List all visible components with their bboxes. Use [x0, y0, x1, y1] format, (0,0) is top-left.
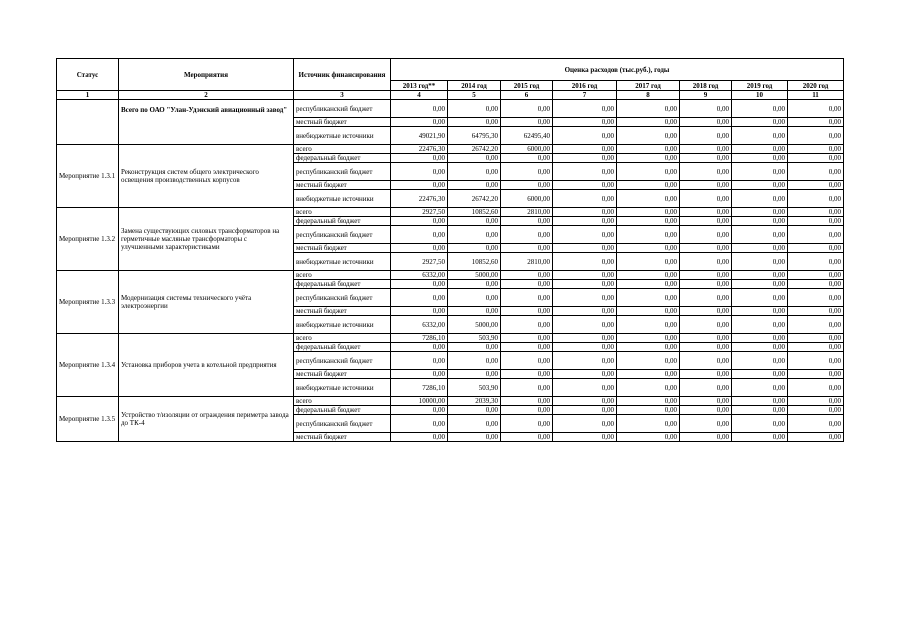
amount-cell: 0,00	[680, 118, 732, 127]
amount-cell: 0,00	[617, 397, 680, 406]
measure-name: Модернизация системы технического учёта электроэнергии	[119, 271, 294, 334]
amount-cell: 0,00	[680, 316, 732, 334]
amount-cell: 0,00	[680, 127, 732, 145]
amount-cell: 0,00	[448, 217, 501, 226]
amount-cell: 7286,10	[391, 379, 448, 397]
amount-cell: 0,00	[732, 334, 788, 343]
amount-cell: 0,00	[680, 190, 732, 208]
amount-cell: 0,00	[732, 100, 788, 118]
measure-status: Мероприятие 1.3.2	[57, 208, 119, 271]
amount-cell: 0,00	[553, 145, 617, 154]
amount-cell: 0,00	[788, 181, 844, 190]
amount-cell: 0,00	[732, 379, 788, 397]
funding-source: внебюджетные источники	[294, 379, 391, 397]
amount-cell: 0,00	[680, 307, 732, 316]
column-number: 7	[553, 91, 617, 100]
amount-cell: 0,00	[617, 127, 680, 145]
amount-cell: 0,00	[501, 433, 553, 442]
amount-cell: 0,00	[732, 118, 788, 127]
column-number: 6	[501, 91, 553, 100]
amount-cell: 0,00	[732, 271, 788, 280]
amount-cell: 0,00	[391, 352, 448, 370]
amount-cell: 0,00	[553, 271, 617, 280]
header-row	[57, 59, 844, 81]
measure-name: Установка приборов учета в котельной предприятия	[119, 334, 294, 397]
measure-status: Мероприятие 1.3.1	[57, 145, 119, 208]
column-numbers-row	[57, 91, 844, 100]
amount-cell: 0,00	[501, 352, 553, 370]
funding-source: внебюджетные источники	[294, 253, 391, 271]
amount-cell: 0,00	[680, 343, 732, 352]
amount-cell: 22476,30	[391, 190, 448, 208]
amount-cell: 0,00	[553, 343, 617, 352]
year-header: 2017 год	[617, 81, 680, 91]
funding-source: местный бюджет	[294, 181, 391, 190]
amount-cell: 0,00	[617, 118, 680, 127]
amount-cell: 0,00	[501, 100, 553, 118]
column-number: 9	[680, 91, 732, 100]
amount-cell: 0,00	[732, 127, 788, 145]
amount-cell: 0,00	[732, 217, 788, 226]
amount-cell: 10000,00	[391, 397, 448, 406]
column-number: 8	[617, 91, 680, 100]
measure-status	[57, 100, 119, 145]
amount-cell: 0,00	[788, 244, 844, 253]
measure-status: Мероприятие 1.3.4	[57, 334, 119, 397]
amount-cell: 0,00	[788, 118, 844, 127]
amount-cell: 0,00	[391, 406, 448, 415]
funding-source: республиканский бюджет	[294, 415, 391, 433]
amount-cell: 0,00	[448, 163, 501, 181]
funding-source: федеральный бюджет	[294, 280, 391, 289]
measure-status: Мероприятие 1.3.5	[57, 397, 119, 442]
amount-cell: 2927,50	[391, 208, 448, 217]
amount-cell: 0,00	[617, 334, 680, 343]
funding-source: республиканский бюджет	[294, 352, 391, 370]
amount-cell: 0,00	[617, 415, 680, 433]
amount-cell: 0,00	[448, 370, 501, 379]
amount-cell: 0,00	[553, 208, 617, 217]
table-row	[57, 271, 844, 280]
amount-cell: 0,00	[788, 379, 844, 397]
amount-cell: 0,00	[501, 397, 553, 406]
amount-cell: 0,00	[732, 181, 788, 190]
funding-source: местный бюджет	[294, 307, 391, 316]
amount-cell: 5000,00	[448, 316, 501, 334]
amount-cell: 6000,00	[501, 190, 553, 208]
amount-cell: 0,00	[391, 415, 448, 433]
amount-cell: 6332,00	[391, 316, 448, 334]
amount-cell: 0,00	[391, 100, 448, 118]
amount-cell: 0,00	[448, 100, 501, 118]
amount-cell: 0,00	[788, 415, 844, 433]
amount-cell: 0,00	[391, 154, 448, 163]
amount-cell: 0,00	[391, 370, 448, 379]
amount-cell: 0,00	[617, 217, 680, 226]
funding-source: местный бюджет	[294, 118, 391, 127]
amount-cell: 0,00	[553, 334, 617, 343]
amount-cell: 0,00	[553, 289, 617, 307]
table-row	[57, 208, 844, 217]
amount-cell: 0,00	[617, 406, 680, 415]
amount-cell: 0,00	[501, 370, 553, 379]
amount-cell: 0,00	[617, 208, 680, 217]
amount-cell: 0,00	[680, 253, 732, 271]
amount-cell: 0,00	[553, 280, 617, 289]
amount-cell: 0,00	[553, 127, 617, 145]
amount-cell: 0,00	[391, 433, 448, 442]
amount-cell: 0,00	[788, 352, 844, 370]
amount-cell: 0,00	[553, 181, 617, 190]
amount-cell: 0,00	[501, 271, 553, 280]
amount-cell: 0,00	[391, 217, 448, 226]
amount-cell: 0,00	[732, 370, 788, 379]
amount-cell: 0,00	[501, 289, 553, 307]
amount-cell: 0,00	[553, 217, 617, 226]
funding-source: внебюджетные источники	[294, 316, 391, 334]
amount-cell: 0,00	[553, 118, 617, 127]
amount-cell: 0,00	[788, 208, 844, 217]
measure-name: Устройство т/изоляции от ограждения периметра завода до ТК-4	[119, 397, 294, 442]
amount-cell: 6000,00	[501, 145, 553, 154]
amount-cell: 0,00	[680, 181, 732, 190]
amount-cell: 0,00	[680, 217, 732, 226]
amount-cell: 0,00	[617, 226, 680, 244]
amount-cell: 0,00	[501, 226, 553, 244]
amount-cell: 0,00	[391, 163, 448, 181]
amount-cell: 0,00	[617, 163, 680, 181]
expenditure-table	[56, 58, 844, 442]
funding-source: республиканский бюджет	[294, 100, 391, 118]
amount-cell: 0,00	[448, 307, 501, 316]
amount-cell: 0,00	[448, 289, 501, 307]
amount-cell: 0,00	[501, 181, 553, 190]
amount-cell: 0,00	[448, 118, 501, 127]
amount-cell: 0,00	[732, 316, 788, 334]
amount-cell: 0,00	[788, 433, 844, 442]
amount-cell: 0,00	[788, 226, 844, 244]
amount-cell: 0,00	[680, 370, 732, 379]
column-number: 3	[294, 91, 391, 100]
amount-cell: 0,00	[391, 181, 448, 190]
amount-cell: 0,00	[553, 253, 617, 271]
funding-source: всего	[294, 145, 391, 154]
amount-cell: 0,00	[617, 145, 680, 154]
amount-cell: 503,90	[448, 334, 501, 343]
funding-source: всего	[294, 208, 391, 217]
amount-cell: 0,00	[617, 289, 680, 307]
amount-cell: 0,00	[788, 280, 844, 289]
amount-cell: 0,00	[391, 280, 448, 289]
funding-source: всего	[294, 271, 391, 280]
header-estimate: Оценка расходов (тыс.руб.), годы	[391, 59, 844, 81]
amount-cell: 0,00	[391, 244, 448, 253]
funding-source: местный бюджет	[294, 370, 391, 379]
amount-cell: 0,00	[448, 433, 501, 442]
amount-cell: 26742,20	[448, 145, 501, 154]
amount-cell: 0,00	[732, 289, 788, 307]
amount-cell: 0,00	[617, 244, 680, 253]
amount-cell: 0,00	[391, 307, 448, 316]
amount-cell: 0,00	[501, 217, 553, 226]
amount-cell: 0,00	[788, 154, 844, 163]
funding-source: всего	[294, 334, 391, 343]
amount-cell: 0,00	[553, 154, 617, 163]
amount-cell: 5000,00	[448, 271, 501, 280]
amount-cell: 0,00	[732, 244, 788, 253]
amount-cell: 0,00	[501, 343, 553, 352]
amount-cell: 10852,60	[448, 253, 501, 271]
amount-cell: 0,00	[617, 100, 680, 118]
amount-cell: 2810,00	[501, 253, 553, 271]
amount-cell: 0,00	[553, 244, 617, 253]
year-header: 2015 год	[501, 81, 553, 91]
amount-cell: 0,00	[788, 289, 844, 307]
amount-cell: 62495,40	[501, 127, 553, 145]
amount-cell: 0,00	[732, 208, 788, 217]
amount-cell: 0,00	[448, 343, 501, 352]
amount-cell: 0,00	[732, 145, 788, 154]
amount-cell: 0,00	[501, 244, 553, 253]
funding-source: внебюджетные источники	[294, 190, 391, 208]
funding-source: внебюджетные источники	[294, 127, 391, 145]
amount-cell: 0,00	[553, 370, 617, 379]
amount-cell: 0,00	[788, 217, 844, 226]
amount-cell: 0,00	[732, 343, 788, 352]
amount-cell: 0,00	[501, 163, 553, 181]
amount-cell: 0,00	[617, 181, 680, 190]
amount-cell: 0,00	[732, 352, 788, 370]
amount-cell: 0,00	[617, 307, 680, 316]
amount-cell: 0,00	[501, 118, 553, 127]
funding-source: республиканский бюджет	[294, 226, 391, 244]
amount-cell: 0,00	[788, 316, 844, 334]
amount-cell: 0,00	[391, 118, 448, 127]
amount-cell: 0,00	[732, 307, 788, 316]
funding-source: федеральный бюджет	[294, 154, 391, 163]
amount-cell: 0,00	[732, 280, 788, 289]
amount-cell: 0,00	[680, 379, 732, 397]
amount-cell: 64795,30	[448, 127, 501, 145]
amount-cell: 0,00	[553, 352, 617, 370]
amount-cell: 0,00	[732, 163, 788, 181]
amount-cell: 0,00	[501, 280, 553, 289]
amount-cell: 0,00	[391, 289, 448, 307]
amount-cell: 0,00	[788, 370, 844, 379]
column-number: 11	[788, 91, 844, 100]
measure-name: Реконструкция систем общего электрического освещения производственных корпусов	[119, 145, 294, 208]
amount-cell: 0,00	[448, 415, 501, 433]
amount-cell: 503,90	[448, 379, 501, 397]
amount-cell: 0,00	[553, 406, 617, 415]
amount-cell: 0,00	[788, 271, 844, 280]
amount-cell: 0,00	[553, 226, 617, 244]
amount-cell: 0,00	[680, 163, 732, 181]
amount-cell: 0,00	[617, 316, 680, 334]
amount-cell: 0,00	[448, 154, 501, 163]
header-measure: Мероприятия	[119, 59, 294, 91]
amount-cell: 10852,60	[448, 208, 501, 217]
amount-cell: 0,00	[788, 100, 844, 118]
amount-cell: 0,00	[680, 100, 732, 118]
amount-cell: 0,00	[391, 343, 448, 352]
amount-cell: 0,00	[501, 154, 553, 163]
amount-cell: 0,00	[553, 397, 617, 406]
amount-cell: 0,00	[553, 307, 617, 316]
header-status: Статус	[57, 59, 119, 91]
amount-cell: 0,00	[788, 397, 844, 406]
column-number: 1	[57, 91, 119, 100]
amount-cell: 0,00	[680, 397, 732, 406]
amount-cell: 2927,50	[391, 253, 448, 271]
amount-cell: 0,00	[788, 127, 844, 145]
column-number: 4	[391, 91, 448, 100]
amount-cell: 0,00	[680, 271, 732, 280]
amount-cell: 0,00	[448, 244, 501, 253]
amount-cell: 0,00	[732, 433, 788, 442]
measure-name: Замена существующих силовых трансформаторов на герметичные масляные трансформаторы с улучшенными характеристиками	[119, 208, 294, 271]
amount-cell: 0,00	[732, 226, 788, 244]
amount-cell: 0,00	[448, 352, 501, 370]
amount-cell: 0,00	[617, 433, 680, 442]
year-header: 2019 год	[732, 81, 788, 91]
amount-cell: 0,00	[680, 289, 732, 307]
amount-cell: 0,00	[788, 343, 844, 352]
amount-cell: 0,00	[680, 226, 732, 244]
table-row	[57, 397, 844, 406]
amount-cell: 0,00	[680, 433, 732, 442]
amount-cell: 0,00	[617, 343, 680, 352]
year-header: 2013 год**	[391, 81, 448, 91]
amount-cell: 0,00	[448, 280, 501, 289]
amount-cell: 49021,90	[391, 127, 448, 145]
funding-source: местный бюджет	[294, 433, 391, 442]
table-row	[57, 334, 844, 343]
amount-cell: 0,00	[788, 406, 844, 415]
amount-cell: 0,00	[501, 406, 553, 415]
year-header: 2020 год	[788, 81, 844, 91]
amount-cell: 0,00	[617, 379, 680, 397]
funding-source: всего	[294, 397, 391, 406]
amount-cell: 0,00	[680, 154, 732, 163]
amount-cell: 0,00	[617, 370, 680, 379]
amount-cell: 0,00	[617, 271, 680, 280]
amount-cell: 0,00	[501, 307, 553, 316]
table-row	[57, 100, 844, 118]
amount-cell: 0,00	[680, 244, 732, 253]
amount-cell: 0,00	[732, 397, 788, 406]
amount-cell: 0,00	[788, 145, 844, 154]
funding-source: местный бюджет	[294, 244, 391, 253]
amount-cell: 0,00	[680, 145, 732, 154]
amount-cell: 0,00	[788, 253, 844, 271]
amount-cell: 0,00	[732, 190, 788, 208]
amount-cell: 0,00	[680, 208, 732, 217]
year-header: 2016 год	[553, 81, 617, 91]
amount-cell: 0,00	[617, 280, 680, 289]
amount-cell: 0,00	[553, 163, 617, 181]
amount-cell: 0,00	[553, 100, 617, 118]
amount-cell: 0,00	[680, 406, 732, 415]
funding-source: федеральный бюджет	[294, 406, 391, 415]
amount-cell: 0,00	[448, 181, 501, 190]
amount-cell: 0,00	[501, 415, 553, 433]
amount-cell: 0,00	[788, 307, 844, 316]
amount-cell: 0,00	[617, 190, 680, 208]
measure-status: Мероприятие 1.3.3	[57, 271, 119, 334]
amount-cell: 2810,00	[501, 208, 553, 217]
table-row	[57, 145, 844, 154]
amount-cell: 0,00	[732, 253, 788, 271]
amount-cell: 0,00	[553, 415, 617, 433]
amount-cell: 0,00	[617, 352, 680, 370]
amount-cell: 0,00	[501, 334, 553, 343]
amount-cell: 0,00	[732, 154, 788, 163]
column-number: 2	[119, 91, 294, 100]
amount-cell: 0,00	[617, 154, 680, 163]
amount-cell: 0,00	[680, 280, 732, 289]
amount-cell: 0,00	[501, 379, 553, 397]
funding-source: федеральный бюджет	[294, 217, 391, 226]
funding-source: республиканский бюджет	[294, 289, 391, 307]
amount-cell: 0,00	[501, 316, 553, 334]
year-header: 2014 год	[448, 81, 501, 91]
amount-cell: 0,00	[680, 352, 732, 370]
amount-cell: 0,00	[553, 316, 617, 334]
year-header: 2018 год	[680, 81, 732, 91]
amount-cell: 7286,10	[391, 334, 448, 343]
amount-cell: 0,00	[788, 190, 844, 208]
amount-cell: 0,00	[788, 334, 844, 343]
amount-cell: 0,00	[617, 253, 680, 271]
amount-cell: 22476,30	[391, 145, 448, 154]
amount-cell: 2039,30	[448, 397, 501, 406]
header-source: Источник финансирования	[294, 59, 391, 91]
amount-cell: 0,00	[448, 226, 501, 244]
amount-cell: 0,00	[553, 433, 617, 442]
amount-cell: 0,00	[448, 406, 501, 415]
amount-cell: 0,00	[732, 415, 788, 433]
amount-cell: 26742,20	[448, 190, 501, 208]
funding-source: федеральный бюджет	[294, 343, 391, 352]
amount-cell: 0,00	[680, 415, 732, 433]
amount-cell: 0,00	[732, 406, 788, 415]
amount-cell: 6332,00	[391, 271, 448, 280]
column-number: 10	[732, 91, 788, 100]
amount-cell: 0,00	[788, 163, 844, 181]
funding-source: республиканский бюджет	[294, 163, 391, 181]
amount-cell: 0,00	[553, 190, 617, 208]
measure-name: Всего по ОАО "Улан-Удэнский авиационный завод"	[119, 100, 294, 145]
amount-cell: 0,00	[553, 379, 617, 397]
column-number: 5	[448, 91, 501, 100]
amount-cell: 0,00	[391, 226, 448, 244]
amount-cell: 0,00	[680, 334, 732, 343]
